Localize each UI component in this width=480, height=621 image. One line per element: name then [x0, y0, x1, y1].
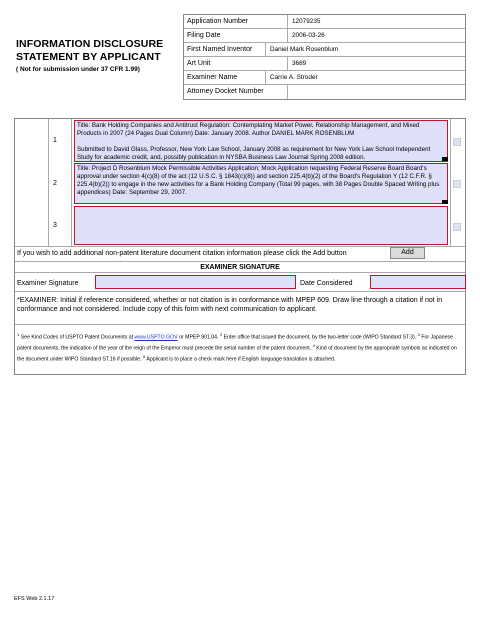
- examiner-name-row: [184, 71, 465, 85]
- translation-checkbox-3[interactable]: [453, 223, 461, 231]
- footnote-1-suffix: or MPEP 901.04.: [179, 334, 219, 341]
- filing-date-label: Filing Date: [187, 32, 221, 39]
- footnote-4-marker: 4: [312, 342, 315, 348]
- examiner-signature-heading: EXAMINER SIGNATURE: [200, 264, 280, 271]
- art-unit-row: [184, 57, 465, 71]
- resize-handle-icon[interactable]: [442, 200, 448, 204]
- form-title-line2: STATEMENT BY APPLICANT: [16, 51, 161, 63]
- application-number-value: 12079235: [292, 18, 321, 25]
- examiner-signature-field[interactable]: [95, 275, 296, 289]
- footnote-4-text: Kind of document by the appropriate symbols as indicated on the document under WIPO Standard ST.16 if possible.: [17, 345, 457, 363]
- translation-checkbox-1[interactable]: [453, 138, 461, 146]
- add-citation-button[interactable]: Add: [390, 247, 425, 259]
- footnote-2-text: Enter office that issued the document, by the two-letter code (WIPO Standard ST.3).: [223, 334, 417, 341]
- date-considered-label: Date Considered: [300, 280, 353, 287]
- form-title: [16, 38, 163, 64]
- examiner-instructions: *EXAMINER: Initial if reference considered, whether or not citation is in conformance with MPEP 609. Draw line through a citation if not in conformance and not considered. Include copy of this form with next communication to applicant.: [17, 297, 443, 313]
- footnote-5-marker: 5: [143, 353, 146, 359]
- form-subtitle: ( Not for submission under 37 CFR 1.99): [16, 66, 140, 73]
- filing-date-value: 2006-03-26: [292, 32, 325, 39]
- art-unit-label: Art Unit: [187, 60, 211, 67]
- form-title-block: [14, 14, 184, 100]
- citation-number-2: 2: [53, 180, 57, 187]
- efs-version: EFS Web 2.1.17: [14, 596, 55, 602]
- citation-number-1: 1: [53, 137, 57, 144]
- citation-1-detail: Submitted to David Glass, Professor, New York Law School, January 2008 as requirement for New York Law School Independent Study for academic credit, and, possibly publication in NYSBA Business Law Journal Spring 2008 edition.: [77, 146, 431, 161]
- date-considered-field[interactable]: [370, 275, 466, 289]
- filing-date-row: [184, 29, 465, 43]
- citation-text-field-3[interactable]: [74, 206, 448, 245]
- application-number-row: [184, 15, 465, 29]
- form-title-line1: INFORMATION DISCLOSURE: [16, 38, 164, 50]
- examiner-signature-label: Examiner Signature: [17, 280, 79, 287]
- footnote-3-text: For Japanese patent documents, the indication of the year of the reign of the Emperor must precede the serial number of the patent document.: [17, 334, 454, 352]
- npl-citation-form: [14, 118, 466, 375]
- attorney-docket-row: [184, 85, 465, 99]
- citation-number-3: 3: [53, 222, 57, 229]
- examiner-name-value: Carrie A. Stroder: [270, 74, 318, 81]
- citation-text-field-1[interactable]: [74, 120, 448, 162]
- first-named-inventor-value: Daniel Mark Rosenblum: [270, 46, 339, 53]
- first-named-inventor-label: First Named Inventor: [187, 46, 253, 53]
- citation-text-field-2[interactable]: [74, 163, 448, 204]
- footnote-1-marker: 1: [17, 332, 20, 337]
- resize-handle-icon[interactable]: [442, 157, 448, 161]
- add-citation-instruction: If you wish to add additional non-patent literature document citation information please click the Add button: [17, 250, 347, 257]
- citation-2-title: Title: Project D Rosenblum Mock Permissible Activities Application; Mock Application requesting Federal Reserve Board Board's approval under section 4(c)(8) of the act (12 U.S.C. § 1843(c)(8)) and section 225.4(b)(2) of the Board's Regulation Y (12 C.F.R. § 225.4(b)(2)) to engage in the new activities for a Bank Holding Company (Total 99 pages, with 38 Pages Double Spaced Writing plus appendices) Date: September 29, 2007.: [77, 165, 440, 196]
- application-info-table: [183, 14, 466, 100]
- first-named-inventor-row: [184, 43, 465, 57]
- examiner-name-label: Examiner Name: [187, 74, 238, 81]
- application-number-label: Application Number: [187, 18, 249, 25]
- form-header: [14, 14, 466, 100]
- footnote-1-text: See Kind Codes of USPTO Patent Documents at: [20, 334, 134, 341]
- citation-1-title: Title: Bank Holding Companies and Antitrust Regulation: Contemplating Market Power, Relationship Management, and Mixed Products in 2007 (24 Pages Dual Column) Date: January 2008. Author DANIEL MARK ROSENBLUM: [77, 122, 420, 137]
- footnote-2-marker: 2: [219, 332, 223, 337]
- attorney-docket-label: Attorney Docket Number: [187, 88, 264, 95]
- translation-checkbox-2[interactable]: [453, 180, 461, 188]
- uspto-link[interactable]: www.USPTO.GOV: [134, 334, 178, 341]
- footnote-3-marker: 3: [417, 332, 420, 337]
- footnote-5-text: Applicant is to place a check mark here if English language translation is attached.: [146, 356, 336, 363]
- footnotes: [17, 331, 465, 364]
- art-unit-value: 3689: [292, 60, 307, 67]
